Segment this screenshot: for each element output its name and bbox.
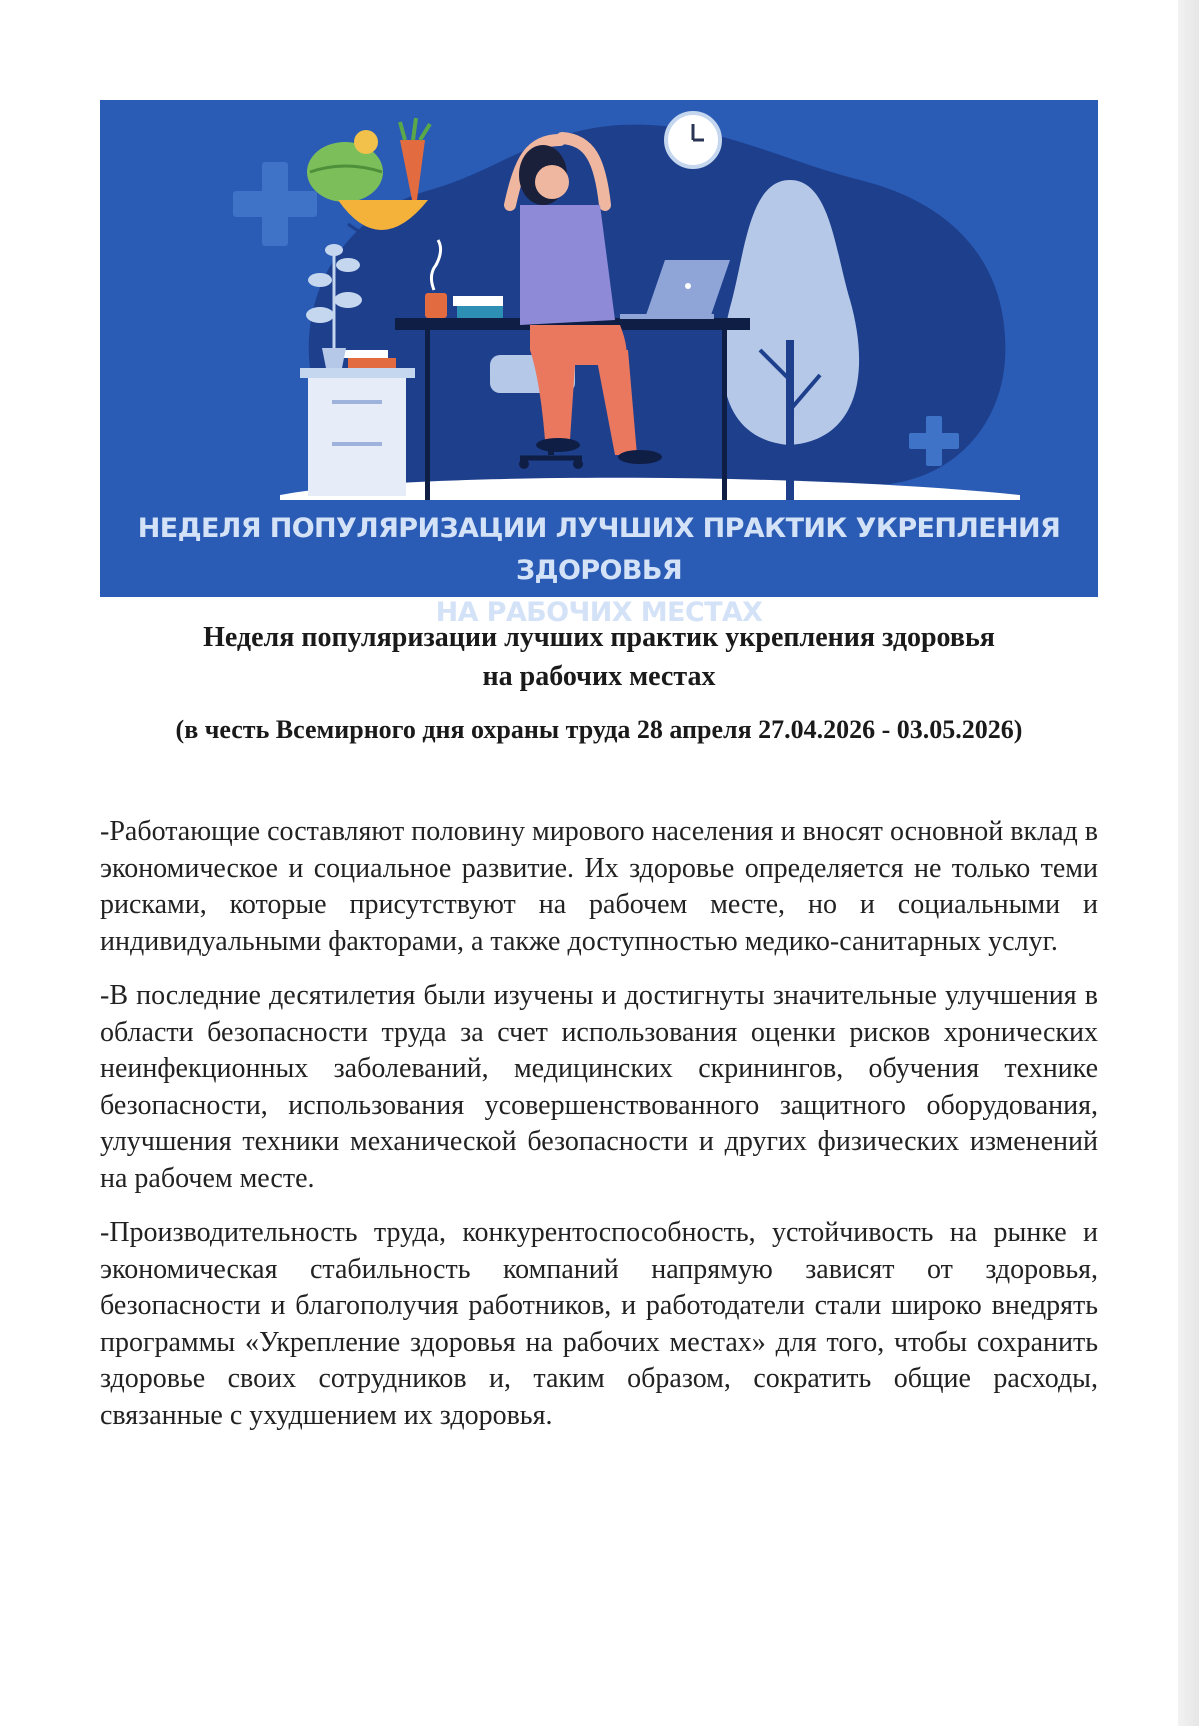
paragraph-1: -Работающие составляют половину мирового населения и вносят основной вклад в экономическое и социальное развитие. Их здоровье определяется не только теми рисками, которые присутствуют на рабочем месте, но и социальными и индивидуальными факторами, а также доступностью медико-санитарных услуг. bbox=[100, 816, 1098, 957]
clock-icon bbox=[666, 113, 720, 167]
title-line-2: на рабочих местах bbox=[482, 661, 716, 692]
books-icon bbox=[453, 296, 503, 318]
document-subtitle: (в честь Всемирного дня охраны труда 28 апреля 27.04.2026 - 03.05.2026) bbox=[175, 715, 1023, 744]
page-edge bbox=[1178, 0, 1199, 1726]
banner-caption bbox=[100, 508, 1098, 634]
banner-caption-line-2: НА РАБОЧИХ МЕСТАХ bbox=[435, 597, 763, 628]
document-title bbox=[100, 618, 1098, 696]
paragraph-3: -Производительность труда, конкурентоспособность, устойчивость на рынке и экономическая стабильность компаний напрямую зависят от здоровья, безопасности и благополучия работников, и работодатели стали широко внедрять программы «Укрепление здоровья на рабочих местах» для того, чтобы сохранить здоровье своих сотрудников и, таким образом, сократить общие расходы, связанные с ухудшением их здоровья. bbox=[100, 1217, 1098, 1431]
header-banner bbox=[100, 100, 1098, 628]
body-text bbox=[100, 814, 1098, 1452]
plus-icon bbox=[233, 162, 317, 246]
nightstand bbox=[300, 350, 415, 496]
paragraph-2: -В последние десятилетия были изучены и достигнуты значительные улучшения в области безопасности труда за счет использования оценки рисков хронических неинфекционных заболеваний, медицинских скринингов, обучения технике безопасности, использования усовершенствованного защитного оборудования, улучшения техники механической безопасности и других физических изменений на рабочем месте. bbox=[100, 980, 1098, 1194]
title-line-1: Неделя популяризации лучших практик укрепления здоровья bbox=[203, 622, 995, 653]
banner-caption-line-1: НЕДЕЛЯ ПОПУЛЯРИЗАЦИИ ЛУЧШИХ ПРАКТИК УКРЕПЛЕНИЯ ЗДОРОВЬЯ bbox=[137, 513, 1061, 586]
